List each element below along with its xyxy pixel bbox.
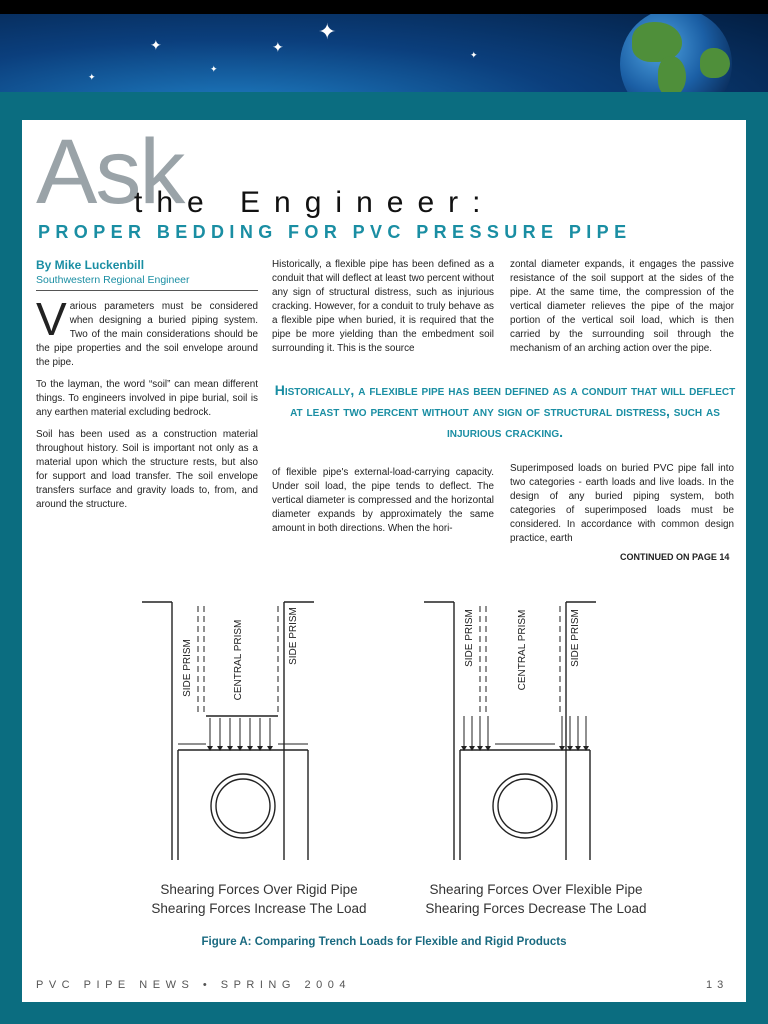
side-prism-label: SIDE PRISM — [288, 607, 299, 665]
continued-note: CONTINUED ON PAGE 14 — [620, 552, 730, 562]
globe-icon — [620, 8, 732, 92]
column-3-bottom: Superimposed loads on buried PVC pipe fall into two categories - earth loads and live loads. In the design of any buried piping system, both categories of superimposed loads must be considered. In accordance with common design practice, earth — [510, 463, 734, 544]
header-banner — [0, 0, 768, 92]
paragraph: arious parameters must be considered when designing a buried piping system. Two of the main considerations should be the pipe properties and the soil envelope around the pipe. — [36, 301, 258, 368]
trench-diagram-flexible — [420, 598, 600, 868]
paragraph: Soil has been used as a construction material throughout history. Soil is important not only as a material upon which the structure rests, but also for support and load transfer. The soil envelope transfers surface and gravity loads to, from, and around the structure. — [36, 429, 258, 510]
byline — [36, 258, 258, 291]
central-prism-label: CENTRAL PRISM — [517, 609, 528, 691]
side-prism-label: SIDE PRISM — [182, 639, 193, 697]
side-prism-label: SIDE PRISM — [464, 609, 475, 667]
drop-cap: V — [36, 293, 67, 345]
column-2-bottom: of flexible pipe's external-load-carrying capacity. Under soil load, the pipe tends to deflect. The vertical diameter is compressed and the horizontal diameter expands by approximately the same amount in both directions. When the hori- — [272, 467, 494, 534]
author-name: By Mike Luckenbill — [36, 258, 145, 272]
footer-publication: PVC PIPE NEWS • SPRING 2004 — [36, 979, 351, 991]
paragraph: To the layman, the word “soil” can mean different things. To engineers involved in pipe burial, soil is any earthen material excluding bedrock. — [36, 379, 258, 418]
caption-line: Shearing Forces Over Flexible Pipe — [429, 882, 643, 897]
figure-title: Figure A: Comparing Trench Loads for Flexible and Rigid Products — [201, 936, 567, 948]
side-prism-label: SIDE PRISM — [570, 609, 581, 667]
title-engineer: the Engineer: — [134, 186, 495, 219]
caption-rigid — [96, 880, 422, 918]
caption-line: Shearing Forces Decrease The Load — [425, 901, 647, 916]
column-1 — [36, 293, 258, 520]
caption-line: Shearing Forces Over Rigid Pipe — [160, 882, 358, 897]
star-icon: ✦ — [272, 39, 284, 55]
column-2-top: Historically, a flexible pipe has been defined as a conduit that will deflect at least two percent without any sign of structural distress, such as injurious cracking. However, for a conduit to truly behave as a flexible pipe when buried, it is required that the pipe be more yielding than the embedment soil surrounding it. This is the source — [272, 259, 494, 354]
pull-quote: Historically, a flexible pipe has been defined as a conduit that will deflect at least two percent without any sign of structural distress, such as injurious cracking. — [274, 382, 736, 440]
column-3-top: zontal diameter expands, it engages the passive resistance of the soil support at the sides of the pipe. At the same time, the compression of the vertical diameter relieves the pipe of the major portion of the vertical soil load, which is then carried by the surrounding soil through the mechanism of an arching action over the pipe. — [510, 259, 734, 354]
caption-line: Shearing Forces Increase The Load — [151, 901, 367, 916]
title-ask: Ask — [36, 121, 184, 223]
star-icon: ✦ — [88, 72, 96, 82]
author-role: Southwestern Regional Engineer — [36, 274, 190, 286]
star-icon: ✦ — [470, 50, 478, 60]
central-prism-label: CENTRAL PRISM — [233, 619, 244, 701]
star-icon: ✦ — [210, 64, 218, 74]
star-icon: ✦ — [318, 19, 337, 44]
trench-diagram-rigid — [138, 598, 318, 868]
page-number: 13 — [706, 979, 729, 991]
article-subtitle: PROPER BEDDING FOR PVC PRESSURE PIPE — [38, 222, 632, 242]
caption-flexible — [380, 880, 692, 918]
star-icon: ✦ — [150, 37, 162, 53]
